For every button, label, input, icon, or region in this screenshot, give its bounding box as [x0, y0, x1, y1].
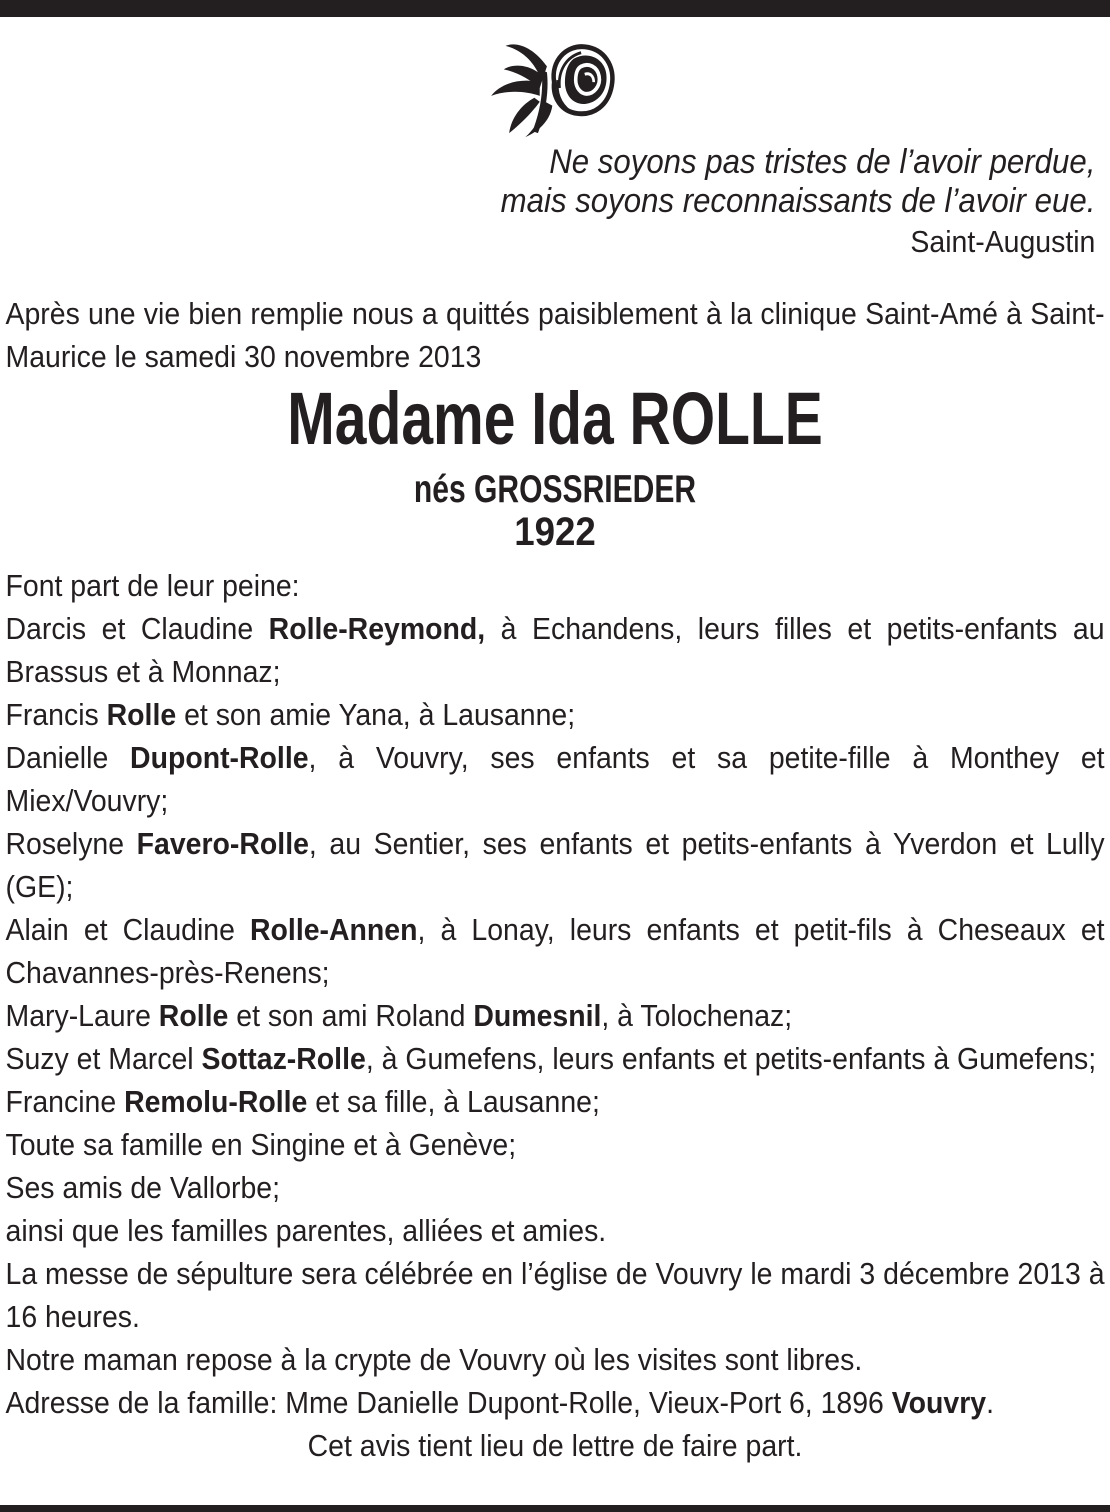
- bold-name-run: Rolle: [106, 697, 177, 732]
- bold-name-run: Dumesnil: [473, 998, 602, 1033]
- text-run: Danielle: [5, 740, 131, 775]
- family-list: [6, 607, 1105, 1252]
- family-line: [6, 822, 1105, 908]
- notice-line: [6, 1252, 1105, 1338]
- maiden-name: nés GROSSRIEDER: [413, 468, 697, 511]
- text-run: , à Lonay, leurs enfants et petit-fils à Cheseaux et Chavannes-près-Renens;: [5, 912, 1105, 990]
- text-run: Ses amis de Vallorbe;: [5, 1170, 281, 1205]
- text-run: Adresse de la famille: Mme Danielle Dupont-Rolle, Vieux-Port 6, 1896: [5, 1385, 892, 1420]
- family-line: [6, 1209, 1105, 1252]
- text-run: , à Gumefens, leurs enfants et petits-enfants à Gumefens;: [365, 1041, 1097, 1076]
- bold-name-run: Favero-Rolle: [136, 826, 309, 861]
- notice-line: [6, 1381, 1105, 1424]
- death-announcement-text: Après une vie bien remplie nous a quittés paisiblement à la clinique Saint-Amé à Saint-Maurice le samedi 30 novembre 2013: [5, 296, 1105, 374]
- rose-illustration: [486, 37, 624, 139]
- text-run: Suzy et Marcel: [5, 1041, 202, 1076]
- rose-leaves: [491, 44, 552, 137]
- epigraph-line-2: mais soyons reconnaissants de l’avoir eue.: [500, 182, 1096, 220]
- mourning-lead: Font part de leur peine:: [5, 568, 300, 603]
- content-column: [0, 17, 1110, 1467]
- family-line: [6, 908, 1105, 994]
- epigraph-attribution: Saint-Augustin: [910, 224, 1096, 259]
- text-run: Mary-Laure: [5, 998, 159, 1033]
- text-run: Notre maman repose à la crypte de Vouvry où les visites sont libres.: [5, 1342, 863, 1377]
- text-run: Darcis et Claudine: [5, 611, 269, 646]
- text-run: La messe de sépulture sera célébrée en l’église de Vouvry le mardi 3 décembre 2013 à 16 heures.: [5, 1256, 1105, 1334]
- family-line: [6, 1123, 1105, 1166]
- notice-list: [6, 1252, 1105, 1424]
- text-run: Toute sa famille en Singine et à Genève;: [5, 1127, 517, 1162]
- bold-name-run: Dupont-Rolle: [130, 740, 309, 775]
- family-line: [6, 994, 1105, 1037]
- text-run: et son ami Roland: [228, 998, 474, 1033]
- birth-year: 1922: [514, 510, 596, 554]
- text-run: et son amie Yana, à Lausanne;: [176, 697, 576, 732]
- bold-name-run: Vouvry: [891, 1385, 987, 1420]
- family-line: [6, 736, 1105, 822]
- bold-name-run: Rolle-Reymond,: [268, 611, 486, 646]
- family-line: [6, 1166, 1105, 1209]
- top-border-bar: [0, 0, 1110, 17]
- text-run: Roselyne: [5, 826, 137, 861]
- text-run: ainsi que les familles parentes, alliées et amies.: [5, 1213, 607, 1248]
- text-run: , à Vouvry, ses enfants et sa petite-fille à Monthey et Miex/Vouvry;: [5, 740, 1105, 818]
- text-run: , à Tolochenaz;: [601, 998, 793, 1033]
- family-line: [6, 1080, 1105, 1123]
- bold-name-run: Rolle-Annen: [250, 912, 418, 947]
- rose-bloom: [554, 47, 613, 114]
- text-run: Francine: [5, 1084, 125, 1119]
- text-run: .: [986, 1385, 995, 1420]
- text-run: , au Sentier, ses enfants et petits-enfants à Yverdon et Lully (GE);: [5, 826, 1105, 904]
- family-line: [6, 693, 1105, 736]
- text-run: Alain et Claudine: [5, 912, 251, 947]
- bold-name-run: Remolu-Rolle: [124, 1084, 308, 1119]
- bottom-border-bar: [0, 1505, 1110, 1512]
- body-text: [6, 564, 1105, 1467]
- notice-line: [6, 1338, 1105, 1381]
- bold-name-run: Rolle: [158, 998, 229, 1033]
- closing-line: Cet avis tient lieu de lettre de faire part.: [307, 1428, 803, 1463]
- text-run: Francis: [5, 697, 107, 732]
- epigraph: [6, 143, 1105, 262]
- text-run: à Echandens, leurs filles et petits-enfants au Brassus et à Monnaz;: [5, 611, 1105, 689]
- family-line: [6, 607, 1105, 693]
- epigraph-line-1: Ne soyons pas tristes de l’avoir perdue,: [549, 143, 1096, 181]
- text-run: et sa fille, à Lausanne;: [307, 1084, 600, 1119]
- bold-name-run: Sottaz-Rolle: [201, 1041, 366, 1076]
- deceased-name: Madame Ida ROLLE: [287, 377, 823, 460]
- family-line: [6, 1037, 1105, 1080]
